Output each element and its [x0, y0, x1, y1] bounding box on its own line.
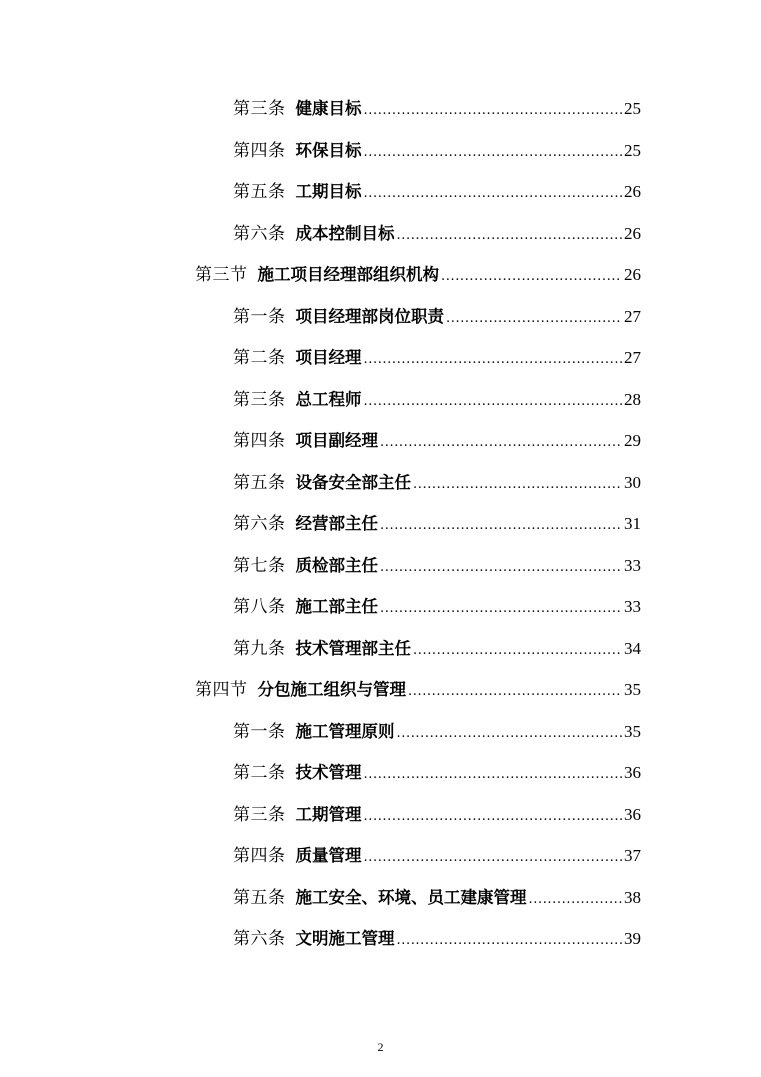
toc-dot-leader	[364, 845, 623, 871]
toc-entry-prefix: 第四条	[233, 846, 286, 866]
toc-entry-prefix: 第五条	[233, 473, 286, 493]
toc-entry-title: 项目经理	[295, 348, 362, 367]
toc-dot-leader	[397, 223, 623, 249]
toc-entry-prefix: 第二条	[233, 763, 286, 783]
toc-entry-page: 36	[624, 805, 641, 824]
toc-entry[interactable]	[233, 926, 641, 952]
toc-entry-prefix: 第三条	[233, 805, 286, 825]
toc-section-entry[interactable]	[195, 262, 641, 288]
toc-entry-title: 项目副经理	[295, 431, 378, 450]
toc-entry-prefix: 第五条	[233, 182, 286, 202]
toc-entry-title: 质检部主任	[295, 556, 378, 575]
toc-entry-page: 30	[624, 473, 641, 492]
toc-entry-page: 33	[624, 556, 641, 575]
toc-dot-leader	[364, 98, 623, 124]
toc-entry[interactable]	[233, 138, 641, 164]
toc-entry-title: 设备安全部主任	[295, 473, 411, 492]
toc-entry[interactable]	[233, 636, 641, 662]
toc-entry-page: 26	[624, 224, 641, 243]
toc-entry[interactable]	[233, 885, 641, 911]
toc-entry[interactable]	[233, 594, 641, 620]
toc-entry-page: 27	[624, 348, 641, 367]
toc-entry-title: 环保目标	[295, 141, 362, 160]
toc-dot-leader	[380, 513, 622, 539]
toc-entry-page: 26	[624, 265, 641, 284]
toc-entry-page: 25	[624, 141, 641, 160]
toc-entry-title: 经营部主任	[295, 514, 378, 533]
toc-entry[interactable]	[233, 179, 641, 205]
toc-dot-leader	[364, 762, 623, 788]
toc-entry-title: 健康目标	[295, 99, 362, 118]
toc-entry-page: 36	[624, 763, 641, 782]
toc-entry[interactable]	[233, 96, 641, 122]
toc-entry-title: 质量管理	[295, 846, 362, 865]
toc-dot-leader	[529, 887, 623, 913]
toc-dot-leader	[364, 181, 623, 207]
toc-entry-title: 技术管理部主任	[295, 639, 411, 658]
toc-entry-page: 31	[624, 514, 641, 533]
toc-entry-page: 37	[624, 846, 641, 865]
toc-entry[interactable]	[233, 304, 641, 330]
toc-entry[interactable]	[233, 802, 641, 828]
toc-entry[interactable]	[233, 553, 641, 579]
toc-entry-page: 35	[624, 722, 641, 741]
toc-dot-leader	[408, 679, 622, 705]
toc-dot-leader	[364, 389, 623, 415]
toc-entry-page: 29	[624, 431, 641, 450]
toc-entry-prefix: 第三节	[195, 265, 248, 285]
toc-entry-title: 项目经理部岗位职责	[295, 307, 444, 326]
toc-dot-leader	[413, 638, 622, 664]
toc-dot-leader	[364, 140, 623, 166]
toc-entry-prefix: 第一条	[233, 307, 286, 327]
toc-section-entry[interactable]	[195, 677, 641, 703]
toc-dot-leader	[380, 555, 622, 581]
toc-dot-leader	[413, 472, 622, 498]
toc-entry-prefix: 第九条	[233, 639, 286, 659]
toc-entry[interactable]	[233, 511, 641, 537]
toc-entry-prefix: 第一条	[233, 722, 286, 742]
toc-entry-prefix: 第三条	[233, 99, 286, 119]
toc-entry-title: 成本控制目标	[295, 224, 395, 243]
toc-entry-page: 38	[624, 888, 641, 907]
toc-entry-page: 28	[624, 390, 641, 409]
toc-entry-prefix: 第二条	[233, 348, 286, 368]
toc-entry-prefix: 第四条	[233, 141, 286, 161]
toc-entry[interactable]	[233, 387, 641, 413]
toc-entry-title: 施工部主任	[295, 597, 378, 616]
toc-dot-leader	[446, 306, 622, 332]
toc-entry-page: 27	[624, 307, 641, 326]
toc-entry-title: 文明施工管理	[295, 929, 395, 948]
toc-entry[interactable]	[233, 470, 641, 496]
toc-entry-title: 技术管理	[295, 763, 362, 782]
toc-entry[interactable]	[233, 843, 641, 869]
toc-dot-leader	[397, 928, 623, 954]
toc-entry-prefix: 第五条	[233, 888, 286, 908]
toc-entry-prefix: 第六条	[233, 929, 286, 949]
toc-entry-prefix: 第七条	[233, 556, 286, 576]
toc-entry-title: 工期目标	[295, 182, 362, 201]
toc-entry[interactable]	[233, 345, 641, 371]
toc-entry-title: 分包施工组织与管理	[257, 680, 406, 699]
toc-entry-prefix: 第四节	[195, 680, 248, 700]
toc-entry-page: 26	[624, 182, 641, 201]
toc-entry[interactable]	[233, 221, 641, 247]
toc-entry-page: 34	[624, 639, 641, 658]
toc-dot-leader	[364, 804, 623, 830]
toc-entry-prefix: 第四条	[233, 431, 286, 451]
toc-dot-leader	[441, 264, 622, 290]
toc-dot-leader	[380, 430, 622, 456]
toc-entry-title: 总工程师	[295, 390, 362, 409]
toc-entry-page: 35	[624, 680, 641, 699]
toc-entry[interactable]	[233, 719, 641, 745]
toc-entry-prefix: 第六条	[233, 224, 286, 244]
toc-dot-leader	[364, 347, 623, 373]
toc-entry[interactable]	[233, 760, 641, 786]
toc-dot-leader	[397, 721, 623, 747]
toc-entry-title: 施工安全、环境、员工建康管理	[295, 888, 527, 907]
toc-entry-title: 工期管理	[295, 805, 362, 824]
toc-entry-page: 25	[624, 99, 641, 118]
page-number: 2	[377, 1040, 384, 1054]
toc-entry-title: 施工管理原则	[295, 722, 395, 741]
toc-entry-title: 施工项目经理部组织机构	[257, 265, 439, 284]
toc-dot-leader	[380, 596, 622, 622]
toc-entry-page: 33	[624, 597, 641, 616]
toc-entry-prefix: 第三条	[233, 390, 286, 410]
toc-entry[interactable]	[233, 428, 641, 454]
toc-entry-prefix: 第六条	[233, 514, 286, 534]
toc-entry-page: 39	[624, 929, 641, 948]
toc-entry-prefix: 第八条	[233, 597, 286, 617]
